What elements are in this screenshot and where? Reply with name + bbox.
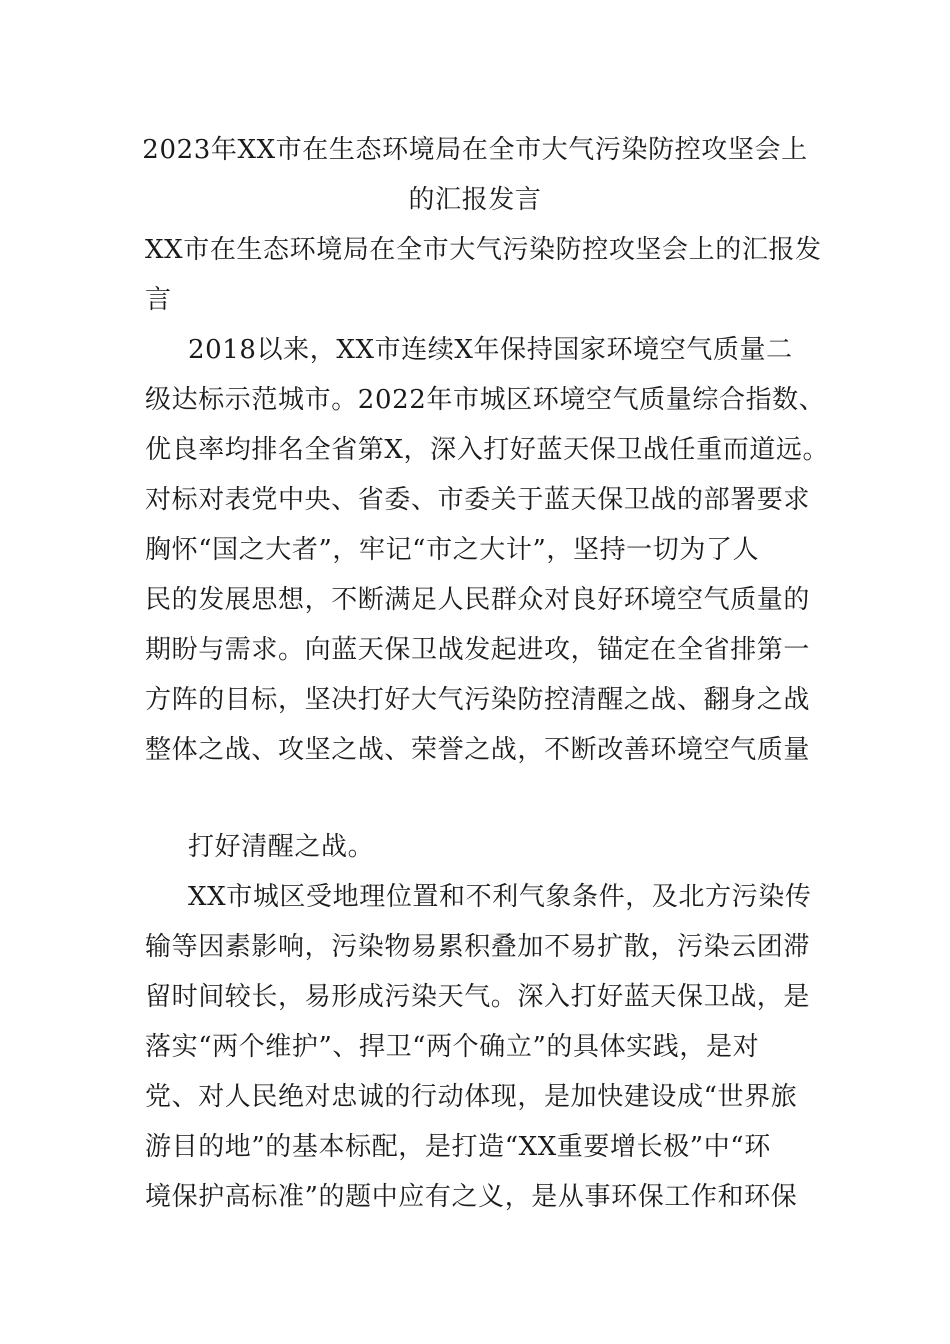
- paragraph-1-line-8: 方阵的目标，坚决打好大气污染防控清醒之战、翻身之战: [145, 685, 811, 715]
- section-heading: 打好清醒之战。: [188, 832, 375, 862]
- paragraph-1-line-1: 2018以来，XX市连续X年保持国家环境空气质量二: [188, 335, 793, 365]
- paragraph-2-line-6: 游目的地”的基本标配，是打造“XX重要增长极”中“环: [145, 1132, 771, 1162]
- paragraph-1-line-9: 整体之战、攻坚之战、荣誉之战，不断改善环境空气质量: [145, 735, 811, 765]
- paragraph-2-line-4: 落实“两个维护”、捍卫“两个确立”的具体实践，是对: [145, 1032, 760, 1062]
- paragraph-1-line-6: 民的发展思想，不断满足人民群众对良好环境空气质量的: [145, 585, 811, 615]
- paragraph-1-line-4: 对标对表党中央、省委、市委关于蓝天保卫战的部署要求: [145, 485, 811, 515]
- subtitle-line-1: XX市在生态环境局在全市大气污染防控攻坚会上的汇报发: [145, 235, 822, 265]
- paragraph-1-line-7: 期盼与需求。向蓝天保卫战发起进攻，锚定在全省排第一: [145, 635, 811, 665]
- paragraph-2-line-5: 党、对人民绝对忠诚的行动体现，是加快建设成“世界旅: [145, 1082, 798, 1112]
- paragraph-1-line-3: 优良率均排名全省第X，深入打好蓝天保卫战任重而道远。: [145, 435, 830, 465]
- paragraph-2-line-7: 境保护高标准”的题中应有之义，是从事环保工作和环保: [145, 1182, 798, 1212]
- paragraph-2-line-3: 留时间较长，易形成污染天气。深入打好蓝天保卫战，是: [145, 982, 811, 1012]
- paragraph-2-line-2: 输等因素影响，污染物易累积叠加不易扩散，污染云团滞: [145, 932, 811, 962]
- title-line-1: 2023年XX市在生态环境局在全市大气污染防控攻坚会上: [142, 135, 808, 165]
- paragraph-1-line-5: 胸怀“国之大者”，牢记“市之大计”，坚持一切为了人: [145, 535, 760, 565]
- subtitle-line-2: 言: [145, 285, 172, 315]
- title-line-2: 的汇报发言: [408, 185, 542, 215]
- paragraph-2-line-1: XX市城区受地理位置和不利气象条件，及北方污染传: [188, 882, 812, 912]
- paragraph-1-line-2: 级达标示范城市。2022年市城区环境空气质量综合指数、: [145, 385, 826, 415]
